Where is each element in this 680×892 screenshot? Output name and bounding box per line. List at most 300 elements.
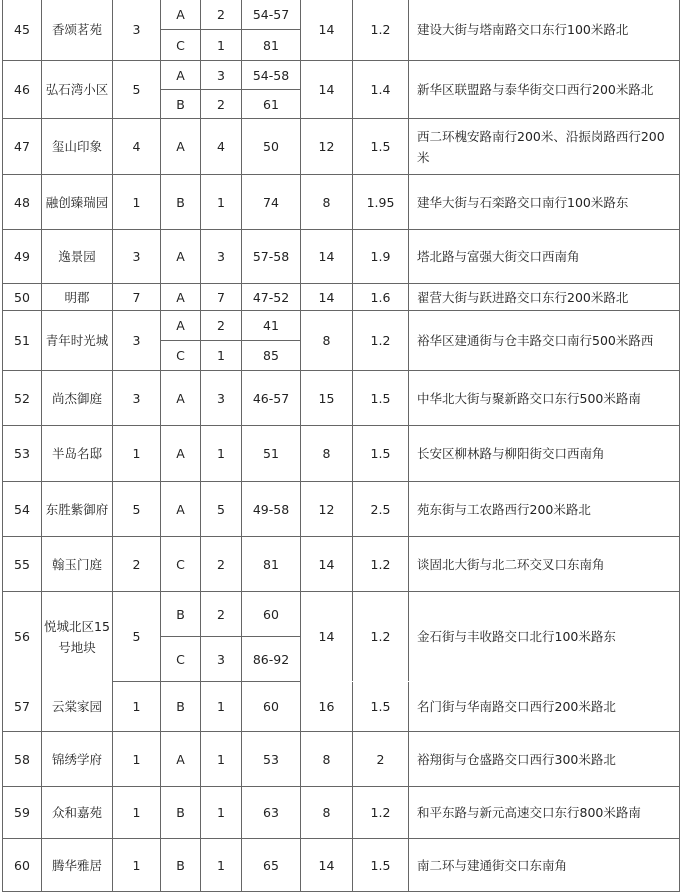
- project-name-text: 逸景园: [58, 249, 96, 264]
- type-count-text: 3: [217, 390, 225, 406]
- type-count: [201, 61, 241, 89]
- floors: [301, 119, 352, 174]
- price: [353, 482, 408, 536]
- unit-type: [161, 61, 200, 89]
- row-number-text: 49: [14, 249, 30, 264]
- type-count-text: 1: [217, 194, 225, 210]
- area-range-text: 57-58: [252, 249, 290, 264]
- price-text: 1.2: [370, 22, 391, 37]
- row-number: [3, 592, 41, 681]
- area-range: [242, 592, 300, 636]
- unit-count: [113, 371, 160, 425]
- price-text: 1.5: [370, 390, 391, 406]
- area-range-text: 50: [263, 139, 279, 154]
- type-count: [201, 482, 241, 536]
- unit-type-text: C: [176, 651, 185, 667]
- unit-count-text: 3: [132, 333, 141, 348]
- type-count: [201, 284, 241, 310]
- unit-count-text: 3: [132, 22, 141, 37]
- unit-type: [161, 839, 200, 891]
- type-count-text: 1: [217, 751, 225, 767]
- floors: [301, 592, 352, 681]
- price-text: 1.2: [370, 629, 391, 644]
- row-number-text: 47: [14, 139, 30, 154]
- unit-type: [161, 732, 200, 786]
- project-name-text: 玺山印象: [51, 139, 102, 154]
- location-text: 裕华区建通街与仓丰路交口南行500米路西: [417, 333, 654, 348]
- price: [353, 175, 408, 229]
- location-text: 谈固北大街与北二环交叉口东南角: [417, 556, 605, 572]
- row-number-text: 58: [14, 751, 30, 767]
- unit-type-text: A: [176, 501, 185, 517]
- unit-type: [161, 175, 200, 229]
- floors-text: 14: [318, 857, 335, 873]
- floors: [301, 537, 352, 591]
- unit-type-text: A: [176, 249, 185, 264]
- unit-type: [161, 30, 200, 60]
- location: [409, 426, 677, 481]
- unit-type-text: B: [176, 857, 185, 873]
- price-text: 1.95: [366, 194, 395, 210]
- location: [409, 284, 677, 310]
- area-range: [242, 371, 300, 425]
- floors-text: 12: [318, 501, 335, 517]
- unit-count: [113, 787, 160, 838]
- location-text: 建华大街与石栾路交口南行100米路东: [417, 194, 629, 210]
- price: [353, 284, 408, 310]
- type-count: [201, 90, 241, 118]
- project-name: [42, 61, 112, 118]
- row-number: [3, 0, 41, 60]
- area-range: [242, 839, 300, 891]
- unit-type: [161, 482, 200, 536]
- area-range-text: 54-58: [252, 67, 290, 83]
- project-name: [42, 119, 112, 174]
- project-name: [42, 230, 112, 283]
- unit-type: [161, 341, 200, 370]
- type-count-text: 7: [217, 289, 225, 305]
- unit-count-text: 5: [132, 629, 141, 644]
- area-range: [242, 230, 300, 283]
- row-number-text: 56: [14, 629, 30, 644]
- row-number-text: 59: [14, 805, 30, 820]
- location: [409, 0, 677, 60]
- row-number-text: 46: [14, 82, 30, 97]
- unit-count: [113, 537, 160, 591]
- area-range: [242, 311, 300, 340]
- location: [409, 482, 677, 536]
- unit-type: [161, 90, 200, 118]
- project-name: [42, 482, 112, 536]
- area-range-text: 86-92: [252, 651, 290, 667]
- type-count: [201, 175, 241, 229]
- unit-type-text: B: [176, 699, 185, 714]
- type-count: [201, 371, 241, 425]
- unit-type: [161, 787, 200, 838]
- unit-count-text: 1: [132, 857, 141, 873]
- project-name-text: 明郡: [64, 289, 90, 305]
- location: [409, 61, 677, 118]
- unit-count: [113, 839, 160, 891]
- type-count-text: 2: [217, 556, 225, 572]
- price-text: 1.4: [370, 82, 391, 97]
- location: [409, 119, 677, 174]
- type-count: [201, 592, 241, 636]
- floors: [301, 839, 352, 891]
- floors: [301, 732, 352, 786]
- project-name: [42, 311, 112, 370]
- location-text: 塔北路与富强大街交口西南角: [417, 249, 580, 264]
- project-name: [42, 787, 112, 838]
- type-count: [201, 537, 241, 591]
- project-name: [42, 284, 112, 310]
- row-number: [3, 682, 41, 731]
- type-count-text: 3: [217, 67, 225, 83]
- unit-count-text: 1: [132, 194, 141, 210]
- location: [409, 175, 677, 229]
- project-name-text: 翰玉门庭: [51, 556, 102, 572]
- floors-text: 8: [322, 194, 331, 210]
- project-name: [42, 732, 112, 786]
- area-range-text: 74: [263, 194, 279, 210]
- area-range: [242, 90, 300, 118]
- location: [409, 787, 677, 838]
- area-range: [242, 682, 300, 731]
- floors: [301, 371, 352, 425]
- type-count: [201, 119, 241, 174]
- unit-type-text: B: [176, 805, 185, 820]
- location: [409, 592, 677, 681]
- row-number: [3, 426, 41, 481]
- price-text: 1.2: [370, 556, 391, 572]
- price-text: 1.2: [370, 333, 391, 348]
- type-count: [201, 787, 241, 838]
- unit-type-text: A: [176, 751, 185, 767]
- unit-type: [161, 682, 200, 731]
- row-number-text: 60: [14, 857, 30, 873]
- price: [353, 592, 408, 681]
- floors-text: 12: [318, 139, 335, 154]
- row-number-text: 57: [14, 699, 30, 714]
- project-name-text: 尚杰御庭: [51, 390, 102, 406]
- row-number: [3, 537, 41, 591]
- project-name: [42, 592, 112, 681]
- price-text: 1.5: [370, 446, 391, 461]
- unit-count: [113, 61, 160, 118]
- row-number-text: 52: [14, 390, 30, 406]
- location-text: 西二环槐安路南行200米、沿振岗路西行200米: [417, 128, 665, 165]
- row-number: [3, 311, 41, 370]
- unit-type-text: B: [176, 606, 185, 622]
- area-range: [242, 732, 300, 786]
- price-text: 1.5: [370, 857, 391, 873]
- row-number-text: 51: [14, 333, 30, 348]
- price: [353, 426, 408, 481]
- project-name: [42, 537, 112, 591]
- type-count-text: 5: [217, 501, 225, 517]
- floors-text: 14: [318, 556, 335, 572]
- area-range-text: 51: [263, 446, 279, 461]
- floors: [301, 230, 352, 283]
- floors-text: 15: [318, 390, 335, 406]
- row-number-text: 50: [14, 289, 30, 305]
- unit-count: [113, 426, 160, 481]
- type-count: [201, 30, 241, 60]
- unit-count-text: 1: [132, 446, 141, 461]
- price: [353, 371, 408, 425]
- merged-cell-mask: [301, 681, 679, 682]
- area-range: [242, 0, 300, 29]
- unit-count-text: 5: [132, 501, 141, 517]
- area-range-text: 81: [263, 556, 279, 572]
- floors-text: 8: [322, 446, 331, 461]
- unit-type-text: C: [176, 348, 185, 363]
- type-count-text: 3: [217, 249, 225, 264]
- price: [353, 787, 408, 838]
- floors-text: 14: [318, 82, 335, 97]
- unit-type: [161, 119, 200, 174]
- floors-text: 16: [318, 699, 335, 714]
- floors: [301, 175, 352, 229]
- type-count-text: 1: [217, 446, 225, 461]
- location-text: 南二环与建通街交口东南角: [417, 857, 568, 873]
- unit-count-text: 5: [132, 82, 141, 97]
- type-count-text: 4: [217, 139, 225, 154]
- area-range: [242, 787, 300, 838]
- price: [353, 537, 408, 591]
- floors: [301, 787, 352, 838]
- project-name: [42, 839, 112, 891]
- price: [353, 119, 408, 174]
- row-number-text: 45: [14, 22, 30, 37]
- type-count-text: 2: [217, 96, 225, 112]
- row-number-text: 55: [14, 556, 30, 572]
- unit-type: [161, 0, 200, 29]
- unit-type: [161, 230, 200, 283]
- floors-text: 14: [318, 249, 335, 264]
- price-text: 1.9: [370, 249, 391, 264]
- area-range-text: 81: [263, 37, 279, 53]
- location-text: 翟营大街与跃进路交口东行200米路北: [417, 289, 629, 305]
- type-count-text: 2: [217, 6, 225, 22]
- project-name: [42, 175, 112, 229]
- area-range-text: 49-58: [252, 501, 290, 517]
- area-range-text: 60: [263, 606, 279, 622]
- unit-count-text: 3: [132, 249, 141, 264]
- floors-text: 14: [318, 629, 335, 644]
- type-count-text: 2: [217, 318, 225, 333]
- unit-count: [113, 682, 160, 731]
- area-range-text: 85: [263, 348, 279, 363]
- unit-count-text: 1: [132, 699, 141, 714]
- row-number: [3, 230, 41, 283]
- type-count-text: 1: [217, 348, 225, 363]
- type-count: [201, 682, 241, 731]
- unit-count-text: 3: [132, 390, 141, 406]
- row-number: [3, 732, 41, 786]
- unit-count: [113, 732, 160, 786]
- type-count: [201, 0, 241, 29]
- area-range-text: 54-57: [252, 6, 290, 22]
- project-name-text: 悦城北区15号地块: [44, 618, 110, 655]
- unit-count: [113, 284, 160, 310]
- row-number: [3, 61, 41, 118]
- row-number: [3, 175, 41, 229]
- type-count-text: 1: [217, 37, 225, 53]
- project-name-text: 香颂茗苑: [51, 22, 102, 37]
- price: [353, 230, 408, 283]
- location-text: 长安区柳林路与柳阳街交口西南角: [417, 446, 605, 461]
- location-text: 新华区联盟路与泰华街交口西行200米路北: [417, 82, 654, 97]
- price-text: 1.2: [370, 805, 391, 820]
- type-count-text: 1: [217, 805, 225, 820]
- price: [353, 61, 408, 118]
- floors-text: 14: [318, 22, 335, 37]
- location: [409, 732, 677, 786]
- type-count-text: 2: [217, 606, 225, 622]
- floors-text: 8: [322, 751, 331, 767]
- area-range-text: 63: [263, 805, 279, 820]
- floors: [301, 426, 352, 481]
- project-name-text: 弘石湾小区: [45, 82, 109, 97]
- area-range: [242, 61, 300, 89]
- project-name-text: 云棠家园: [51, 699, 102, 714]
- location: [409, 230, 677, 283]
- unit-type: [161, 637, 200, 681]
- unit-type-text: C: [176, 37, 185, 53]
- price-text: 1.5: [370, 699, 391, 714]
- floors: [301, 61, 352, 118]
- row-number: [3, 839, 41, 891]
- type-count-text: 1: [217, 699, 225, 714]
- project-name: [42, 0, 112, 60]
- unit-type-text: A: [176, 318, 185, 333]
- area-range-text: 47-52: [252, 289, 290, 305]
- area-range-text: 60: [263, 699, 279, 714]
- location-text: 和平东路与新元高速交口东行800米路南: [417, 805, 641, 820]
- unit-count-text: 2: [132, 556, 141, 572]
- location: [409, 839, 677, 891]
- unit-type-text: B: [176, 194, 185, 210]
- area-range: [242, 537, 300, 591]
- floors: [301, 482, 352, 536]
- area-range: [242, 426, 300, 481]
- type-count: [201, 311, 241, 340]
- unit-count-text: 1: [132, 751, 141, 767]
- type-count: [201, 426, 241, 481]
- project-name: [42, 426, 112, 481]
- floors-text: 8: [322, 333, 331, 348]
- type-count-text: 3: [217, 651, 225, 667]
- unit-count: [113, 119, 160, 174]
- project-name-text: 众和嘉苑: [51, 805, 102, 820]
- project-name-text: 东胜紫御府: [45, 501, 109, 517]
- unit-type: [161, 537, 200, 591]
- type-count: [201, 637, 241, 681]
- unit-type-text: A: [176, 139, 185, 154]
- unit-type: [161, 284, 200, 310]
- project-name-text: 腾华雅居: [51, 857, 102, 873]
- project-name-text: 半岛名邸: [51, 446, 102, 461]
- unit-type: [161, 371, 200, 425]
- unit-type-text: A: [176, 446, 185, 461]
- unit-type: [161, 426, 200, 481]
- type-count: [201, 341, 241, 370]
- price: [353, 732, 408, 786]
- unit-type-text: A: [176, 67, 185, 83]
- unit-count: [113, 592, 160, 681]
- project-name-text: 锦绣学府: [51, 751, 102, 767]
- unit-count: [113, 175, 160, 229]
- row-number: [3, 482, 41, 536]
- price: [353, 839, 408, 891]
- project-name: [42, 682, 112, 731]
- row-number-text: 54: [14, 501, 30, 517]
- floors: [301, 682, 352, 731]
- area-range: [242, 341, 300, 370]
- area-range: [242, 119, 300, 174]
- location-text: 建设大街与塔南路交口东行100米路北: [417, 22, 629, 37]
- area-range: [242, 637, 300, 681]
- row-number-text: 48: [14, 194, 30, 210]
- location: [409, 537, 677, 591]
- price-text: 1.5: [370, 139, 391, 154]
- price: [353, 311, 408, 370]
- area-range-text: 53: [263, 751, 279, 767]
- row-number: [3, 787, 41, 838]
- unit-count-text: 7: [132, 289, 141, 305]
- floors-text: 8: [322, 805, 331, 820]
- area-range: [242, 284, 300, 310]
- type-count: [201, 839, 241, 891]
- unit-type-text: A: [176, 390, 185, 406]
- location-text: 金石街与丰收路交口北行100米路东: [417, 629, 616, 644]
- floors: [301, 0, 352, 60]
- location-text: 中华北大街与聚新路交口东行500米路南: [417, 390, 641, 406]
- area-range-text: 46-57: [252, 390, 290, 406]
- floors: [301, 311, 352, 370]
- unit-count: [113, 311, 160, 370]
- area-range: [242, 30, 300, 60]
- location-text: 名门街与华南路交口西行200米路北: [417, 699, 616, 714]
- type-count: [201, 732, 241, 786]
- area-range-text: 61: [263, 96, 279, 112]
- row-number: [3, 371, 41, 425]
- area-range-text: 65: [263, 857, 279, 873]
- floors-text: 14: [318, 289, 335, 305]
- unit-count: [113, 0, 160, 60]
- row-number: [3, 284, 41, 310]
- price-text: 2.5: [370, 501, 391, 517]
- unit-type: [161, 592, 200, 636]
- unit-type: [161, 311, 200, 340]
- project-name-text: 融创臻瑞园: [45, 194, 109, 210]
- unit-count-text: 4: [132, 139, 141, 154]
- location-text: 裕翔街与仓盛路交口西行300米路北: [417, 751, 616, 767]
- unit-count: [113, 230, 160, 283]
- location: [409, 371, 677, 425]
- unit-count-text: 1: [132, 805, 141, 820]
- area-range: [242, 482, 300, 536]
- price: [353, 682, 408, 731]
- type-count-text: 1: [217, 857, 225, 873]
- row-number: [3, 119, 41, 174]
- unit-type-text: A: [176, 6, 185, 22]
- unit-count: [113, 482, 160, 536]
- location: [409, 311, 677, 370]
- price-text: 2: [376, 751, 385, 767]
- project-name-text: 青年时光城: [45, 333, 109, 348]
